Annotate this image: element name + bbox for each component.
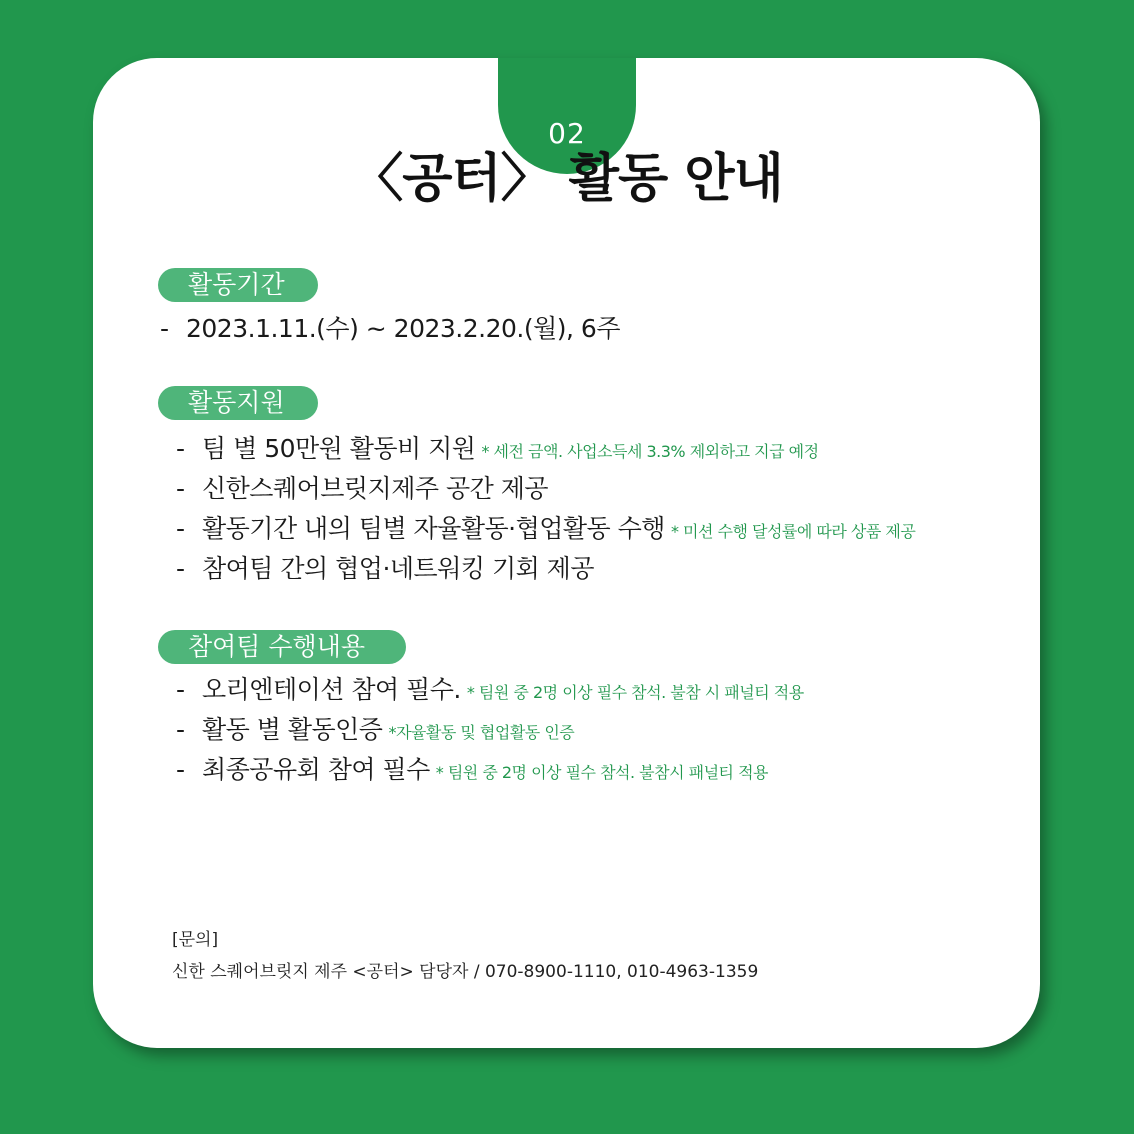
task-item-note: *자율활동 및 협업활동 인증 <box>388 723 575 742</box>
support-item-note: * 미션 수행 달성률에 따라 상품 제공 <box>670 522 916 541</box>
support-item-note: * 세전 금액. 사업소득세 3.3% 제외하고 지급 예정 <box>481 442 819 461</box>
list-dash: - <box>176 514 185 543</box>
task-item-note: * 팀원 중 2명 이상 필수 참석. 불참 시 패널티 적용 <box>466 683 804 702</box>
list-item <box>176 472 548 506</box>
page-number: 02 <box>548 117 586 150</box>
list-item <box>176 512 915 549</box>
list-dash: - <box>176 675 185 704</box>
task-item-text: 오리엔테이션 참여 필수. <box>202 675 461 704</box>
support-item-text: 참여팀 간의 협업·네트워킹 기회 제공 <box>202 554 594 583</box>
period-text: 2023.1.11.(수) ~ 2023.2.20.(월), 6주 <box>186 314 620 343</box>
support-item-text: 팀 별 50만원 활동비 지원 <box>202 434 476 463</box>
contact-heading: [문의] <box>172 930 219 950</box>
list-item <box>176 713 574 750</box>
support-item-text: 활동기간 내의 팀별 자율활동·협업활동 수행 <box>202 514 665 543</box>
list-dash: - <box>160 314 169 343</box>
list-dash: - <box>176 554 185 583</box>
task-item-text: 최종공유회 참여 필수 <box>202 755 430 784</box>
list-dash: - <box>176 715 185 744</box>
section-label-tasks: 참여팀 수행내용 <box>158 630 406 664</box>
list-item <box>176 753 768 790</box>
list-item <box>160 312 620 346</box>
list-item <box>176 432 819 469</box>
page-title: 〈공터〉 활동 안내 <box>351 149 783 209</box>
section-label-support: 활동지원 <box>158 386 318 420</box>
section-label-period: 활동기간 <box>158 268 318 302</box>
list-dash: - <box>176 474 185 503</box>
list-item <box>176 552 594 586</box>
list-item <box>176 673 804 710</box>
task-item-text: 활동 별 활동인증 <box>202 715 383 744</box>
contact-line: 신한 스퀘어브릿지 제주 <공터> 담당자 / 070-8900-1110, 010-4963-1359 <box>172 962 759 982</box>
task-item-note: * 팀원 중 2명 이상 필수 참석. 불참시 패널티 적용 <box>435 763 768 782</box>
list-dash: - <box>176 434 185 463</box>
support-item-text: 신한스퀘어브릿지제주 공간 제공 <box>202 474 548 503</box>
list-dash: - <box>176 755 185 784</box>
